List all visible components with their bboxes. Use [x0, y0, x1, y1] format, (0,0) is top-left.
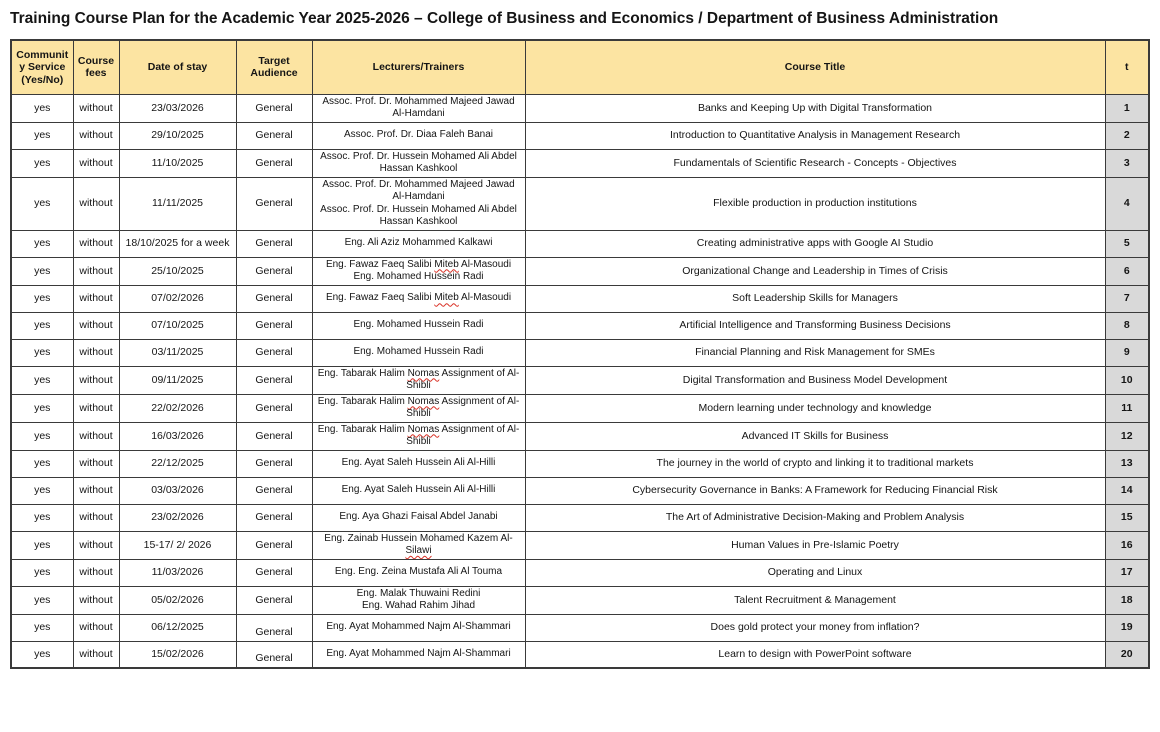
community-service-cell: yes [11, 177, 73, 230]
lecturers-cell [312, 94, 525, 122]
date-of-stay-cell: 07/10/2025 [119, 312, 236, 339]
course-title-cell: Artificial Intelligence and Transforming Business Decisions [525, 312, 1105, 339]
target-audience-cell: General [236, 230, 312, 257]
table-row [11, 149, 1149, 177]
course-fees-cell: without [73, 149, 119, 177]
community-service-cell: yes [11, 422, 73, 450]
lecturer-name: Eng. Ayat Saleh Hussein Ali Al-Hilli [341, 484, 496, 496]
community-service-cell: yes [11, 586, 73, 614]
table-row [11, 614, 1149, 641]
course-plan-table [10, 39, 1150, 669]
community-service-cell: yes [11, 94, 73, 122]
target-audience-cell: General [236, 257, 312, 285]
table-header [11, 40, 1149, 94]
lecturer-name: Eng. Fawaz Faeq Salibi Miteb Al-Masoudi [325, 258, 512, 270]
lecturers-cell [312, 641, 525, 668]
community-service-cell: yes [11, 149, 73, 177]
lecturer-name: Eng. Ayat Mohammed Najm Al-Shammari [326, 621, 511, 633]
course-fees-cell: without [73, 504, 119, 531]
course-title-cell: Financial Planning and Risk Management for SMEs [525, 339, 1105, 366]
table-row [11, 285, 1149, 312]
community-service-cell: yes [11, 477, 73, 504]
row-number-cell: 12 [1105, 422, 1149, 450]
date-of-stay-cell: 11/10/2025 [119, 149, 236, 177]
table-row [11, 394, 1149, 422]
lecturer-name: Eng. Tabarak Halim Nomas Assignment of Al-Shibli [317, 423, 520, 447]
date-of-stay-cell: 06/12/2025 [119, 614, 236, 641]
course-title-cell: Does gold protect your money from inflation? [525, 614, 1105, 641]
lecturer-name: Assoc. Prof. Dr. Mohammed Majeed Jawad Al-Hamdani [322, 178, 515, 202]
course-title-cell: Creating administrative apps with Google AI Studio [525, 230, 1105, 257]
misspelled-word: Silawi [405, 545, 432, 556]
course-fees-cell: without [73, 531, 119, 559]
target-audience-cell: General [236, 122, 312, 149]
table-row [11, 531, 1149, 559]
table-row [11, 366, 1149, 394]
date-of-stay-cell: 05/02/2026 [119, 586, 236, 614]
lecturers-cell [312, 394, 525, 422]
lecturers-cell [312, 559, 525, 586]
lecturer-name: Assoc. Prof. Dr. Diaa Faleh Banai [344, 129, 493, 141]
lecturer-name: Eng. Zainab Hussein Mohamed Kazem Al-Silawi [324, 532, 513, 556]
table-row [11, 422, 1149, 450]
course-title-cell: Cybersecurity Governance in Banks: A Framework for Reducing Financial Risk [525, 477, 1105, 504]
row-number-cell: 9 [1105, 339, 1149, 366]
course-fees-cell: without [73, 586, 119, 614]
table-body [11, 94, 1149, 668]
course-title-cell: The journey in the world of crypto and linking it to traditional markets [525, 450, 1105, 477]
lecturer-name: Eng. Mohamed Hussein Radi [353, 319, 484, 331]
table-row [11, 177, 1149, 230]
course-fees-cell: without [73, 450, 119, 477]
target-audience-cell: General [236, 450, 312, 477]
lecturer-name: Assoc. Prof. Dr. Hussein Mohamed Ali Abdel Hassan Kashkool [320, 150, 517, 174]
course-title-cell: Human Values in Pre-Islamic Poetry [525, 531, 1105, 559]
community-service-cell: yes [11, 394, 73, 422]
lecturer-name: Eng. Ayat Mohammed Najm Al-Shammari [326, 648, 511, 659]
misspelled-word: Nomas [407, 367, 440, 379]
lecturers-cell [312, 312, 525, 339]
course-title-cell: Operating and Linux [525, 559, 1105, 586]
course-fees-cell: without [73, 477, 119, 504]
course-fees-cell: without [73, 257, 119, 285]
row-number-cell: 20 [1105, 641, 1149, 668]
misspelled-word: Miteb [434, 258, 459, 270]
target-audience-cell: General [236, 366, 312, 394]
table-row [11, 257, 1149, 285]
community-service-cell: yes [11, 366, 73, 394]
course-title-cell: Soft Leadership Skills for Managers [525, 285, 1105, 312]
table-row [11, 230, 1149, 257]
row-number-cell: 4 [1105, 177, 1149, 230]
table-row [11, 586, 1149, 614]
date-of-stay-cell: 16/03/2026 [119, 422, 236, 450]
course-fees-cell: without [73, 614, 119, 641]
lecturer-name: Eng. Malak Thuwaini Redini [356, 587, 481, 599]
lecturer-name: Eng. Wahad Rahim Jihad [361, 600, 476, 611]
misspelled-word: Nomas [407, 423, 440, 435]
date-of-stay-cell: 29/10/2025 [119, 122, 236, 149]
lecturers-cell [312, 122, 525, 149]
row-number-cell: 18 [1105, 586, 1149, 614]
course-fees-cell: without [73, 312, 119, 339]
date-of-stay-cell: 03/11/2025 [119, 339, 236, 366]
lecturers-cell [312, 339, 525, 366]
date-of-stay-cell: 25/10/2025 [119, 257, 236, 285]
row-number-cell: 6 [1105, 257, 1149, 285]
lecturers-cell [312, 149, 525, 177]
lecturers-cell [312, 230, 525, 257]
row-number-cell: 19 [1105, 614, 1149, 641]
date-of-stay-cell: 03/03/2026 [119, 477, 236, 504]
course-title-cell: Advanced IT Skills for Business [525, 422, 1105, 450]
course-fees-cell: without [73, 122, 119, 149]
lecturers-cell [312, 450, 525, 477]
table-row [11, 504, 1149, 531]
course-fees-cell: without [73, 94, 119, 122]
lecturer-name: Eng. Eng. Zeina Mustafa Ali Al Touma [334, 566, 503, 578]
lecturers-cell [312, 531, 525, 559]
target-audience-cell: General [236, 531, 312, 559]
target-audience-cell: General [236, 285, 312, 312]
target-audience-cell: General [236, 586, 312, 614]
table-row [11, 559, 1149, 586]
target-audience-cell: General [236, 477, 312, 504]
lecturers-cell [312, 504, 525, 531]
row-number-cell: 1 [1105, 94, 1149, 122]
community-service-cell: yes [11, 559, 73, 586]
course-fees-cell: without [73, 394, 119, 422]
row-number-cell: 17 [1105, 559, 1149, 586]
community-service-cell: yes [11, 230, 73, 257]
course-fees-cell: without [73, 366, 119, 394]
course-title-cell: Learn to design with PowerPoint software [525, 641, 1105, 668]
community-service-cell: yes [11, 339, 73, 366]
course-title-cell: Fundamentals of Scientific Research - Concepts - Objectives [525, 149, 1105, 177]
lecturers-cell [312, 366, 525, 394]
target-audience-cell: General [236, 422, 312, 450]
date-of-stay-cell: 15-17/ 2/ 2026 [119, 531, 236, 559]
course-title-cell: The Art of Administrative Decision-Making and Problem Analysis [525, 504, 1105, 531]
misspelled-word: Nomas [407, 395, 440, 407]
course-title-cell: Organizational Change and Leadership in Times of Crisis [525, 257, 1105, 285]
col-header-target-audience: Target Audience [236, 40, 312, 94]
row-number-cell: 11 [1105, 394, 1149, 422]
community-service-cell: yes [11, 122, 73, 149]
target-audience-cell: General [236, 641, 312, 668]
course-fees-cell: without [73, 230, 119, 257]
target-audience-cell: General [236, 504, 312, 531]
target-audience-cell: General [236, 559, 312, 586]
date-of-stay-cell: 23/02/2026 [119, 504, 236, 531]
target-audience-cell: General [236, 312, 312, 339]
community-service-cell: yes [11, 641, 73, 668]
target-audience-cell: General [236, 394, 312, 422]
row-number-cell: 14 [1105, 477, 1149, 504]
col-header-community-service: Community Service (Yes/No) [11, 40, 73, 94]
target-audience-cell: General [236, 177, 312, 230]
lecturer-name: Eng. Aya Ghazi Faisal Abdel Janabi [339, 511, 498, 523]
row-number-cell: 3 [1105, 149, 1149, 177]
row-number-cell: 10 [1105, 366, 1149, 394]
lecturer-name: Assoc. Prof. Dr. Mohammed Majeed Jawad Al-Hamdani [322, 95, 515, 119]
course-title-cell: Digital Transformation and Business Model Development [525, 366, 1105, 394]
course-fees-cell: without [73, 641, 119, 668]
date-of-stay-cell: 11/11/2025 [119, 177, 236, 230]
row-number-cell: 7 [1105, 285, 1149, 312]
header-row [11, 40, 1149, 94]
community-service-cell: yes [11, 531, 73, 559]
col-header-t: t [1105, 40, 1149, 94]
date-of-stay-cell: 23/03/2026 [119, 94, 236, 122]
row-number-cell: 13 [1105, 450, 1149, 477]
date-of-stay-cell: 22/12/2025 [119, 450, 236, 477]
course-title-cell: Introduction to Quantitative Analysis in Management Research [525, 122, 1105, 149]
course-fees-cell: without [73, 422, 119, 450]
target-audience-cell: General [236, 149, 312, 177]
lecturer-name: Eng. Tabarak Halim Nomas Assignment of Al-Shibli [317, 395, 520, 419]
date-of-stay-cell: 09/11/2025 [119, 366, 236, 394]
lecturers-cell [312, 614, 525, 641]
course-title-cell: Banks and Keeping Up with Digital Transformation [525, 94, 1105, 122]
lecturers-cell [312, 257, 525, 285]
course-fees-cell: without [73, 339, 119, 366]
row-number-cell: 16 [1105, 531, 1149, 559]
course-title-cell: Modern learning under technology and knowledge [525, 394, 1105, 422]
date-of-stay-cell: 07/02/2026 [119, 285, 236, 312]
target-audience-cell: General [236, 614, 312, 641]
date-of-stay-cell: 22/02/2026 [119, 394, 236, 422]
table-row [11, 641, 1149, 668]
community-service-cell: yes [11, 257, 73, 285]
row-number-cell: 15 [1105, 504, 1149, 531]
table-row [11, 477, 1149, 504]
course-fees-cell: without [73, 559, 119, 586]
col-header-course-title: Course Title [525, 40, 1105, 94]
community-service-cell: yes [11, 614, 73, 641]
course-fees-cell: without [73, 177, 119, 230]
lecturer-name: Eng. Mohamed Hussein Radi [353, 346, 484, 358]
course-title-cell: Flexible production in production institutions [525, 177, 1105, 230]
target-audience-cell: General [236, 339, 312, 366]
page-title: Training Course Plan for the Academic Year 2025-2026 – College of Business and Economics / Department of Business Administration [10, 10, 999, 27]
community-service-cell: yes [11, 450, 73, 477]
lecturers-cell [312, 285, 525, 312]
lecturer-name: Eng. Mohamed Hussein Radi [353, 271, 484, 282]
col-header-date-of-stay: Date of stay [119, 40, 236, 94]
date-of-stay-cell: 18/10/2025 for a week [119, 230, 236, 257]
table-row [11, 94, 1149, 122]
row-number-cell: 5 [1105, 230, 1149, 257]
community-service-cell: yes [11, 504, 73, 531]
community-service-cell: yes [11, 285, 73, 312]
lecturers-cell [312, 177, 525, 230]
course-title-cell: Talent Recruitment & Management [525, 586, 1105, 614]
table-row [11, 450, 1149, 477]
date-of-stay-cell: 15/02/2026 [119, 641, 236, 668]
lecturer-name: Eng. Ali Aziz Mohammed Kalkawi [344, 237, 493, 249]
lecturer-name: Assoc. Prof. Dr. Hussein Mohamed Ali Abdel Hassan Kashkool [320, 203, 517, 227]
target-audience-cell: General [236, 94, 312, 122]
table-row [11, 339, 1149, 366]
misspelled-word: Miteb [434, 292, 459, 304]
lecturers-cell [312, 586, 525, 614]
lecturers-cell [312, 422, 525, 450]
lecturer-name: Eng. Ayat Saleh Hussein Ali Al-Hilli [341, 457, 496, 469]
col-header-lecturers-trainers: Lecturers/Trainers [312, 40, 525, 94]
community-service-cell: yes [11, 312, 73, 339]
lecturer-name: Eng. Tabarak Halim Nomas Assignment of Al-Shibli [317, 367, 520, 391]
table-row [11, 312, 1149, 339]
lecturers-cell [312, 477, 525, 504]
table-row [11, 122, 1149, 149]
course-fees-cell: without [73, 285, 119, 312]
lecturer-name: Eng. Fawaz Faeq Salibi Miteb Al-Masoudi [325, 292, 512, 304]
col-header-course-fees: Course fees [73, 40, 119, 94]
row-number-cell: 2 [1105, 122, 1149, 149]
row-number-cell: 8 [1105, 312, 1149, 339]
date-of-stay-cell: 11/03/2026 [119, 559, 236, 586]
